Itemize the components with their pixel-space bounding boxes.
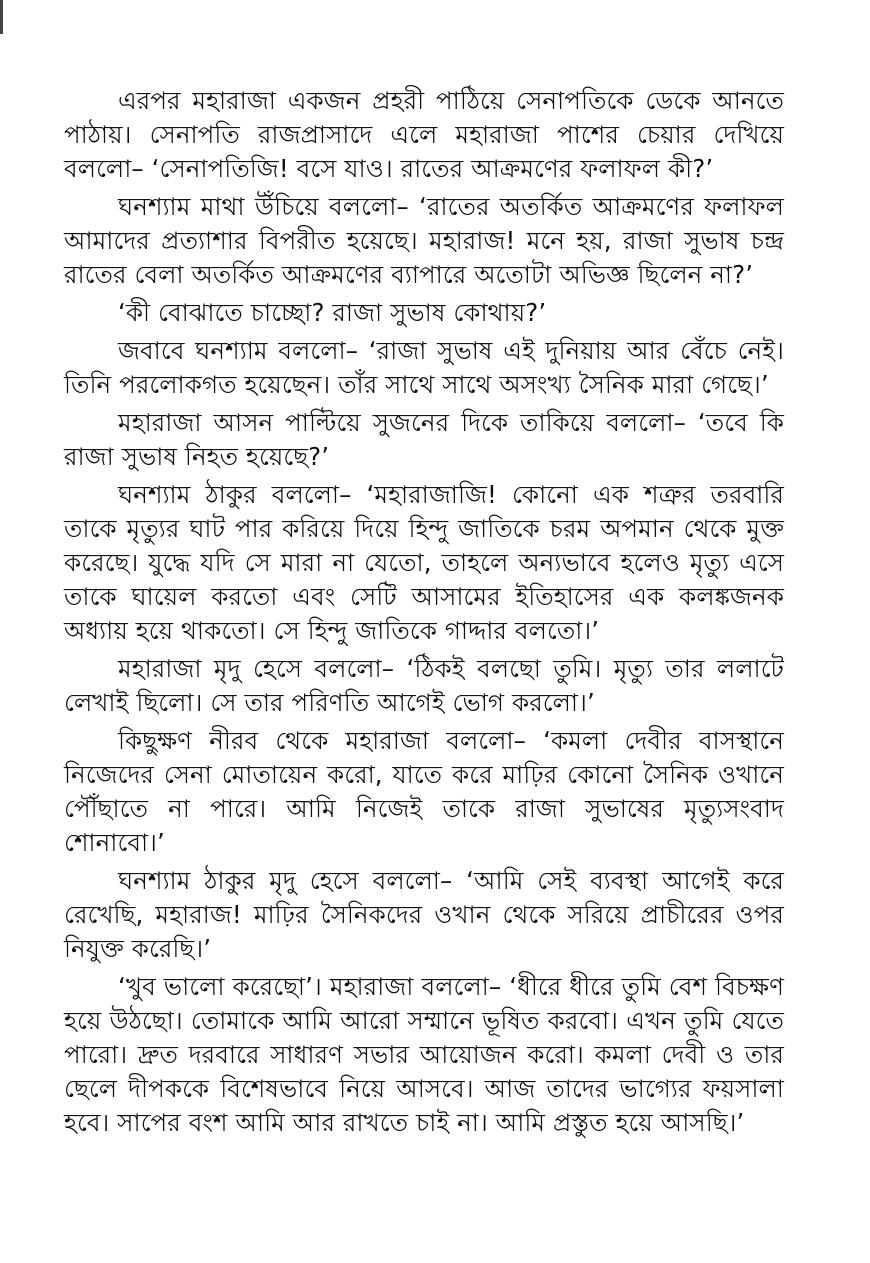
paragraph-5: মহারাজা আসন পাল্টিয়ে সুজনের দিকে তাকিয়ে বললো– ‘তবে কি রাজা সুভাষ নিহত হয়েছে?’ [64,408,784,471]
paragraph-10: ‘খুব ভালো করেছো’। মহারাজা বললো– ‘ধীরে ধীরে তুমি বেশ বিচক্ষণ হয়ে উঠছো। তোমাকে আমি আরো সম্মানে ভূষিত করবো। এখন তুমি যেতে পারো। দ্রুত দরবারে সাধারণ সভার আয়োজন করো। কমলা দেবী ও তার ছেলে দীপককে বিশেষভাবে নিয়ে আসবে। আজ তাদের ভাগ্যের ফয়সালা হবে। সাপের বংশ আমি আর রাখতে চাই না। আমি প্রস্তুত হয়ে আসছি।’ [64,972,784,1137]
paragraph-2: ঘনশ্যাম মাথা উঁচিয়ে বললো– ‘রাতের অতর্কিত আক্রমণের ফলাফল আমাদের প্রত্যাশার বিপরীত হয়েছে। মহারাজ! মনে হয়, রাজা সুভাষ চন্দ্র রাতের বেলা অতর্কিত আক্রমণের ব্যাপারে অতোটা অভিজ্ঞ ছিলেন না?’ [64,192,784,289]
paragraph-1: এরপর মহারাজা একজন প্রহরী পাঠিয়ে সেনাপতিকে ডেকে আনতে পাঠায়। সেনাপতি রাজপ্রাসাদে এলে মহারাজা পাশের চেয়ার দেখিয়ে বললো– ‘সেনাপতিজি! বসে যাও। রাতের আক্রমণের ফলাফল কী?’ [64,86,784,183]
book-page-text [64,84,784,1144]
paragraph-3: ‘কী বোঝাতে চাচ্ছো? রাজা সুভাষ কোথায়?’ [118,298,547,327]
paragraph-4: জবাবে ঘনশ্যাম বললো– ‘রাজা সুভাষ এই দুনিয়ায় আর বেঁচে নেই। তিনি পরলোকগত হয়েছেন। তাঁর সাথে সাথে অসংখ্য সৈনিক মারা গেছে।’ [64,336,784,399]
scan-edge-mark [0,0,3,34]
paragraph-7: মহারাজা মৃদু হেসে বললো– ‘ঠিকই বলছো তুমি। মৃত্যু তার ললাটে লেখাই ছিলো। সে তার পরিণতি আগেই ভোগ করলো।’ [64,654,784,717]
paragraph-9: ঘনশ্যাম ঠাকুর মৃদু হেসে বললো– ‘আমি সেই ব্যবস্থা আগেই করে রেখেছি, মহারাজ! মাঢ়ির সৈনিকদের ওখান থেকে সরিয়ে প্রাচীরের ওপর নিযুক্ত করেছি।’ [64,866,784,963]
paragraph-8: কিছুক্ষণ নীরব থেকে মহারাজা বললো– ‘কমলা দেবীর বাসস্থানে নিজেদের সেনা মোতায়েন করো, যাতে করে মাঢ়ির কোনো সৈনিক ওখানে পৌঁছাতে না পারে। আমি নিজেই তাকে রাজা সুভাষের মৃত্যুসংবাদ শোনাবো।’ [64,726,784,857]
paragraph-6: ঘনশ্যাম ঠাকুর বললো– ‘মহারাজাজি! কোনো এক শত্রুর তরবারি তাকে মৃত্যুর ঘাট পার করিয়ে দিয়ে হিন্দু জাতিকে চরম অপমান থেকে মুক্ত করেছে। যুদ্ধে যদি সে মারা না যেতো, তাহলে অন্যভাবে হলেও মৃত্যু এসে তাকে ঘায়েল করতো এবং সেটি আসামের ইতিহাসের এক কলঙ্কজনক অধ্যায় হয়ে থাকতো। সে হিন্দু জাতিকে গাদ্দার বলতো।’ [64,480,784,645]
